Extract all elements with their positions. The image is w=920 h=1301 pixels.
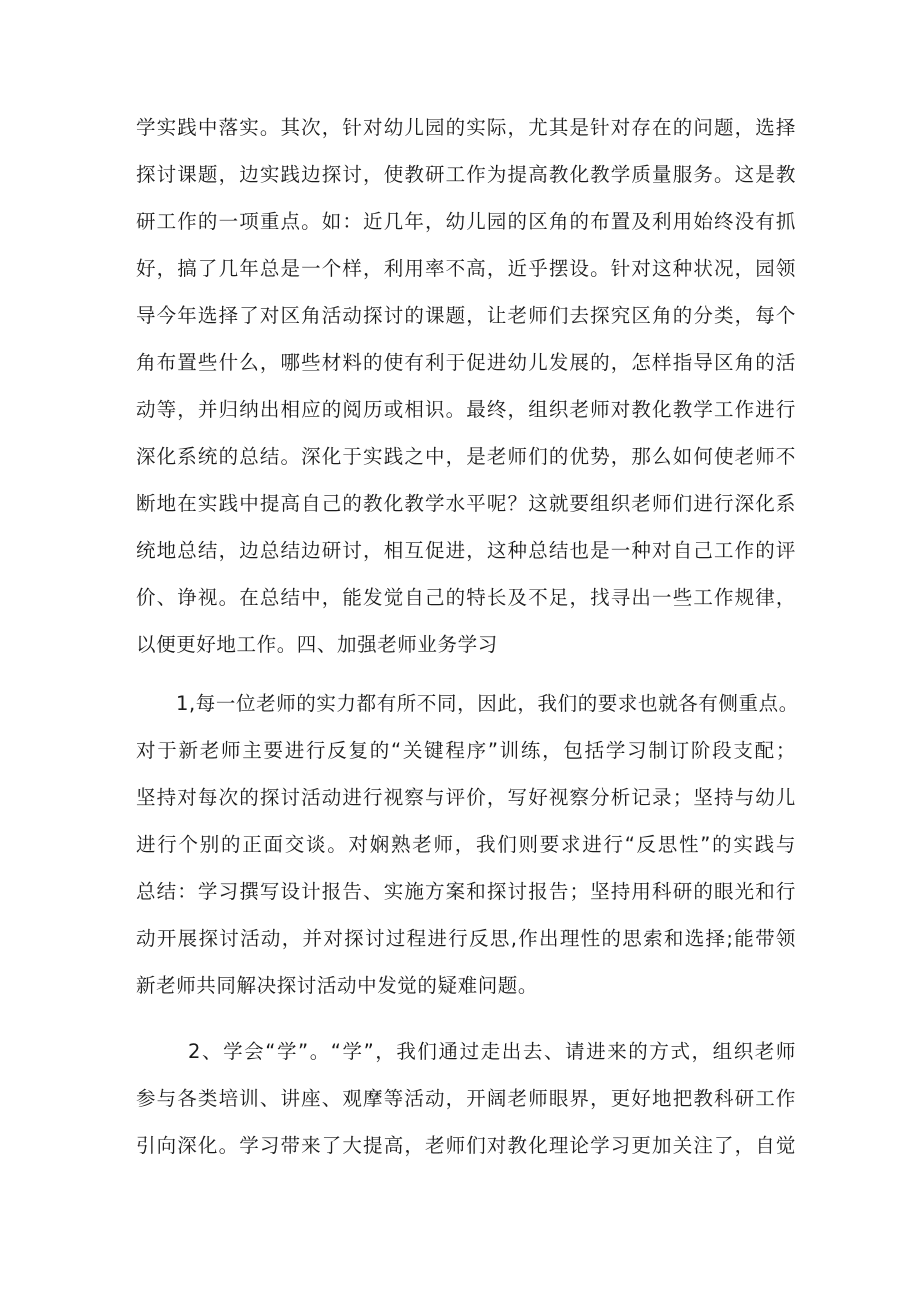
text-line: 参与各类培训、讲座、观摩等活动，开阔老师眼界，更好地把教科研工作 [136, 1087, 796, 1110]
text-line: 动等，并归纳出相应的阅历或相识。最终，组织老师对教化教学工作进行 [136, 398, 796, 421]
text-line: 断地在实践中提高自己的教化教学水平呢？这就要组织老师们进行深化系 [136, 492, 796, 515]
text-line-first: 1,每一位老师的实力都有所不同，因此，我们的要求也就各有侧重点。 [176, 692, 799, 715]
text-line: 价、诤视。在总结中，能发觉自己的特长及不足，找寻出一些工作规律， [136, 586, 796, 609]
text-line: 进行个别的正面交谈。对娴熟老师，我们则要求进行“反思性”的实践与 [136, 833, 796, 856]
text-line-last: 新老师共同解决探讨活动中发觉的疑难问题。 [136, 974, 539, 997]
text-line-last: 以便更好地工作。四、加强老师业务学习 [136, 633, 498, 656]
text-line: 探讨课题，边实践边探讨，使教研工作为提高教化教学质量服务。这是教 [136, 163, 796, 186]
text-line: 引向深化。学习带来了大提高，老师们对教化理论学习更加关注了，自觉 [136, 1134, 796, 1157]
text-line: 研工作的一项重点。如：近几年，幼儿园的区角的布置及利用始终没有抓 [136, 210, 796, 233]
text-line-first: 2、学会“学”。“学”，我们通过走出去、请进来的方式，组织老师 [188, 1040, 796, 1063]
text-line: 总结：学习撰写设计报告、实施方案和探讨报告；坚持用科研的眼光和行 [136, 880, 796, 903]
text-line: 动开展探讨活动，并对探讨过程进行反思,作出理性的思索和选择;能带领 [136, 927, 796, 950]
text-line: 角布置些什么，哪些材料的使有利于促进幼儿发展的，怎样指导区角的活 [136, 351, 796, 374]
text-line: 坚持对每次的探讨活动进行视察与评价，写好视察分析记录；坚持与幼儿 [136, 786, 796, 809]
text-line: 导今年选择了对区角活动探讨的课题，让老师们去探究区角的分类，每个 [136, 304, 796, 327]
text-line: 对于新老师主要进行反复的“关键程序”训练，包括学习制订阶段支配； [136, 739, 796, 762]
text-line: 学实践中落实。其次，针对幼儿园的实际，尤其是针对存在的问题，选择 [136, 116, 796, 139]
text-line: 好，搞了几年总是一个样，利用率不高，近乎摆设。针对这种状况，园领 [136, 257, 796, 280]
text-line: 深化系统的总结。深化于实践之中，是老师们的优势，那么如何使老师不 [136, 445, 796, 468]
text-line: 统地总结，边总结边研讨，相互促进，这种总结也是一种对自己工作的评 [136, 539, 796, 562]
